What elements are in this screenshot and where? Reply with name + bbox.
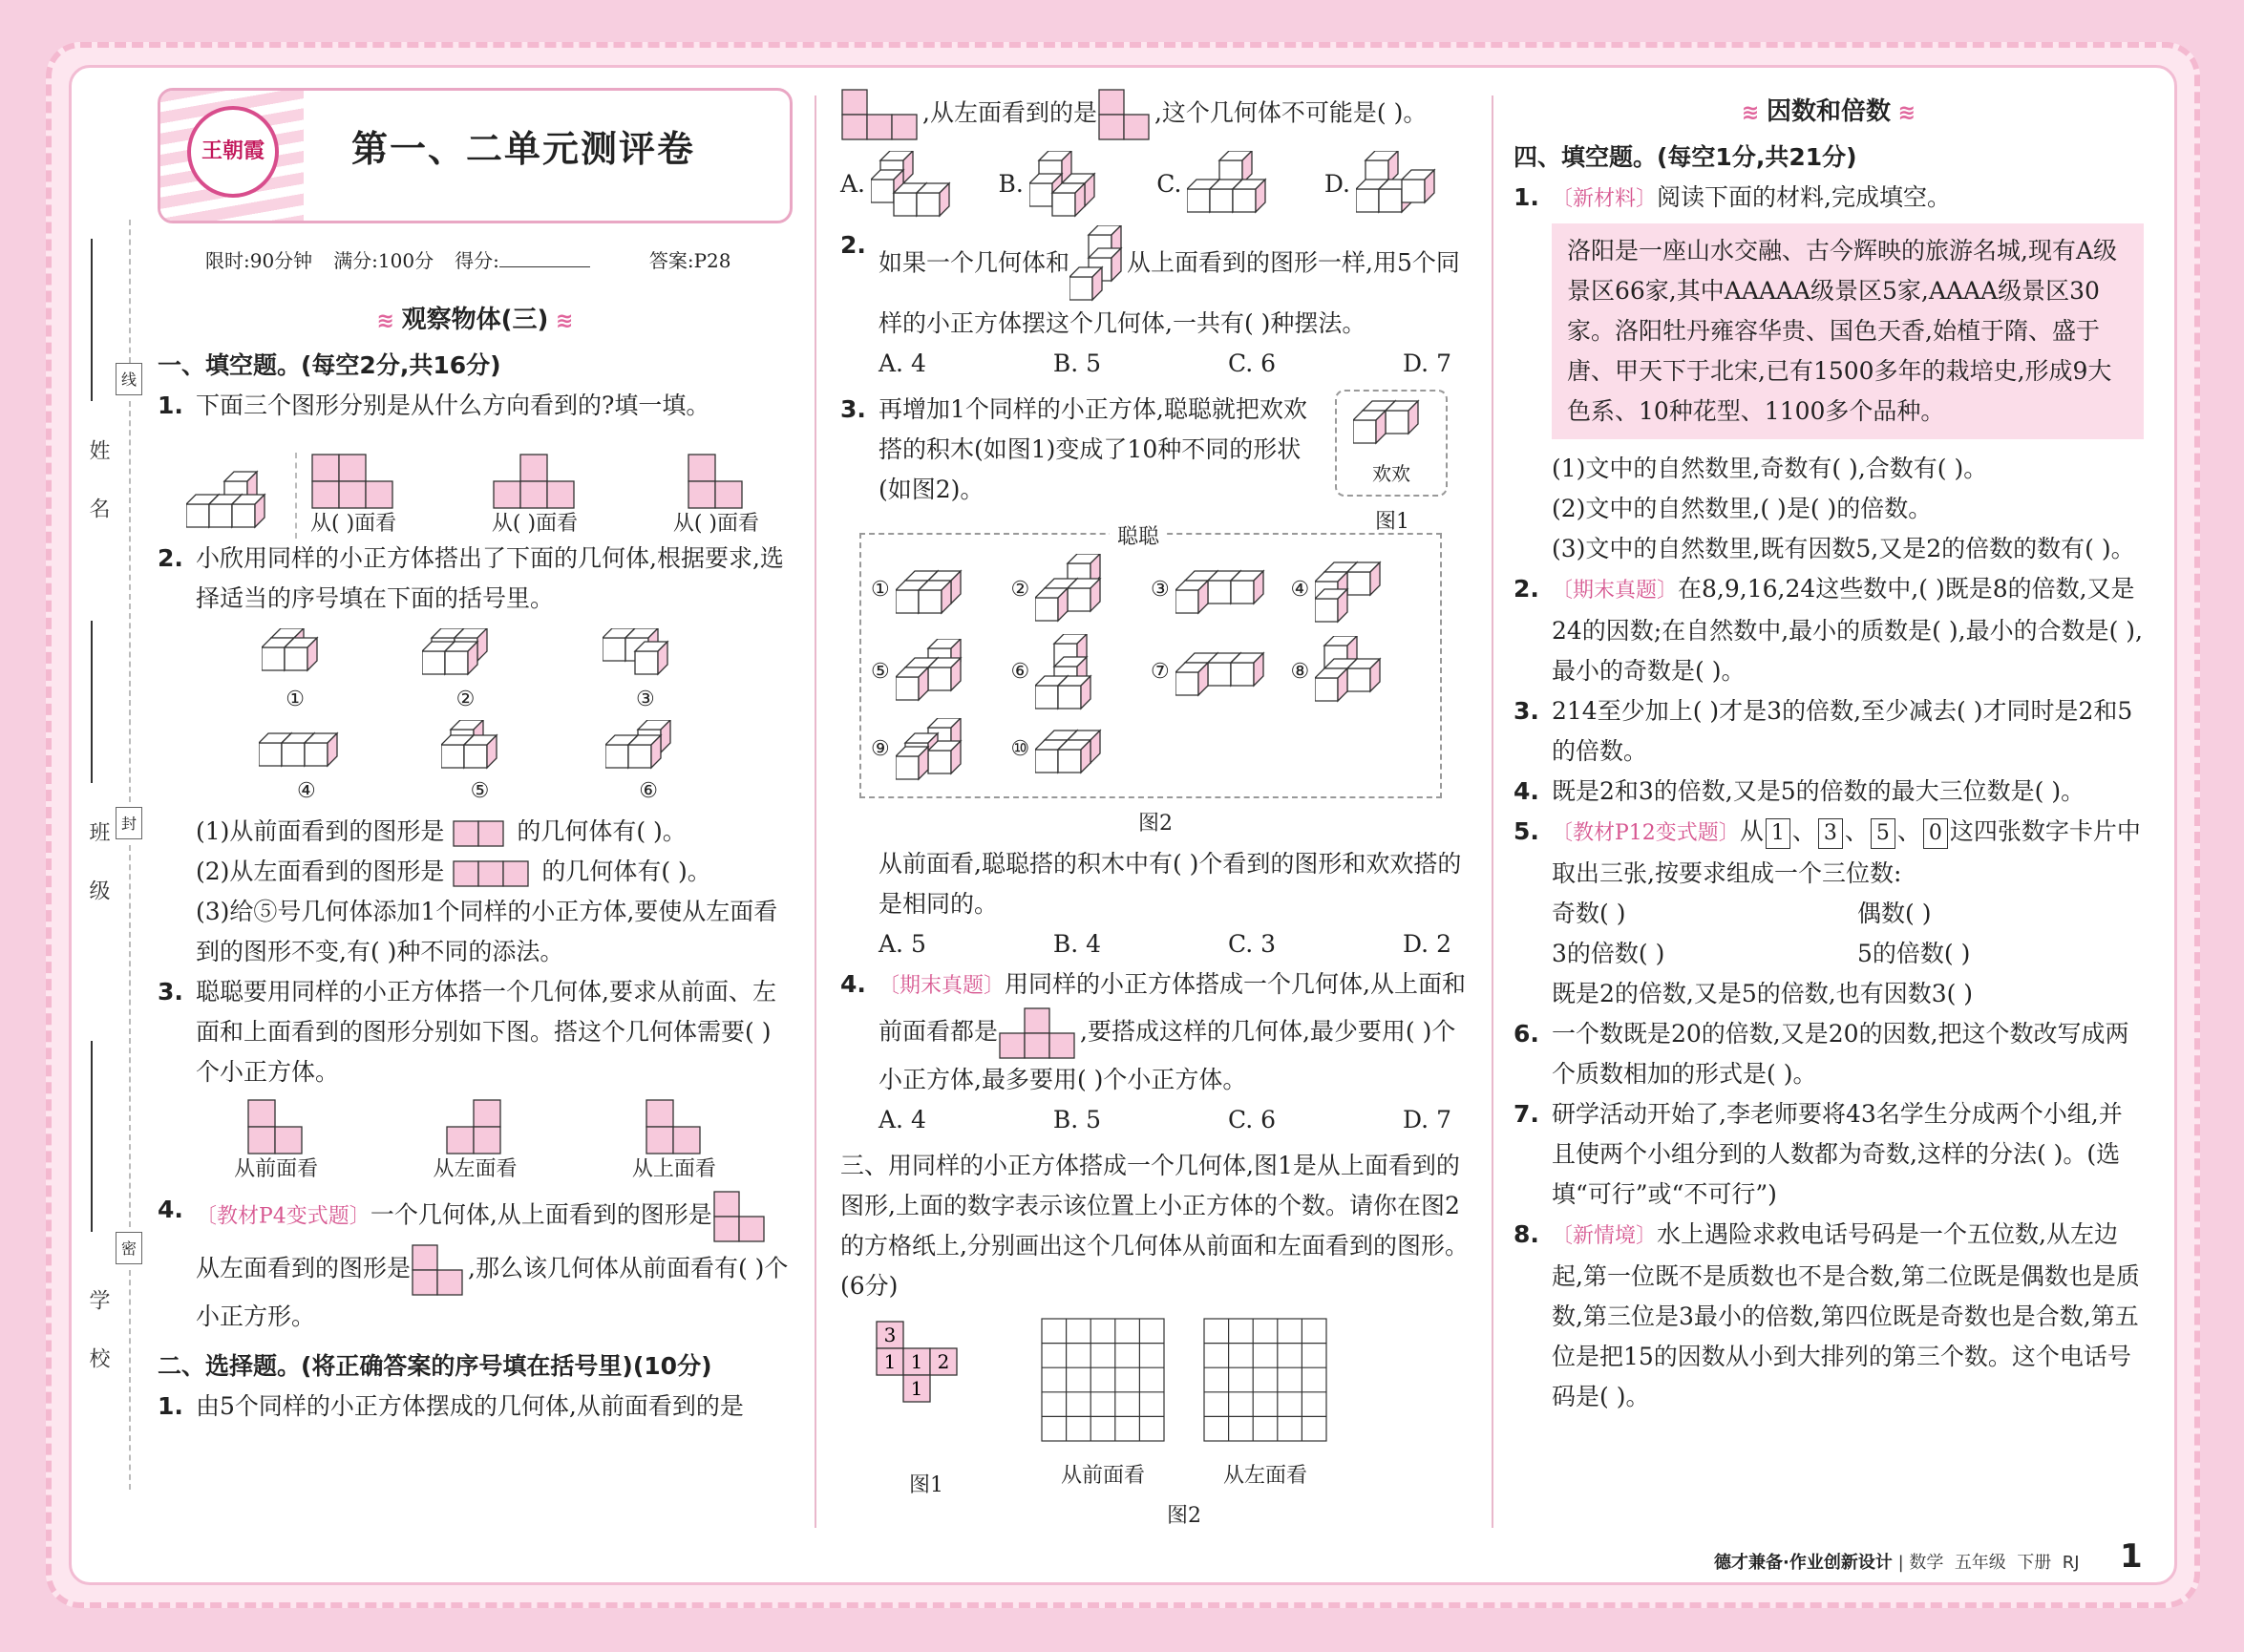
question-text: 再增加1个同样的小正方体,聪聪就把欢欢搭的积木(如图1)变成了10种不同的形状(如图2)。: [879, 395, 1307, 503]
footer-subject: 数学: [1909, 1553, 1944, 1573]
shape-1: [871, 554, 1011, 626]
question-4-1: [1514, 178, 2144, 220]
option-letter: C.: [1156, 170, 1182, 198]
score-label: 得分:: [455, 249, 499, 272]
solid-figure: [1069, 225, 1127, 304]
part-1-heading: 一、填空题。(每空2分,共16分): [158, 351, 501, 379]
column-divider: [815, 95, 816, 1528]
grid-pair: [1041, 1318, 1327, 1496]
shape-number: ⑧: [1290, 660, 1310, 684]
even-blank[interactable]: 偶数( ): [1857, 900, 1932, 927]
cut-line: [129, 1270, 131, 1490]
answer-blank[interactable]: ,那么该几何体从前面看有( )个小正方形。: [196, 1254, 789, 1330]
view-options: [310, 453, 759, 539]
solid-figure: [1029, 151, 1115, 218]
question-number: 5.: [1514, 817, 1539, 845]
option-d[interactable]: D. 7: [1403, 349, 1451, 377]
tag-feng: 封: [116, 807, 142, 839]
time-limit: 限时:90分钟: [205, 249, 313, 272]
footer-term: 下册: [2017, 1553, 2052, 1573]
view-label[interactable]: 从( )面看: [491, 512, 579, 536]
cell-value: 1: [910, 1377, 923, 1400]
question-text: 从: [1739, 817, 1764, 845]
number-card: 3: [1818, 818, 1843, 849]
section-title-observe: [158, 300, 793, 342]
solid-figure: [186, 462, 282, 539]
front-grid[interactable]: [1041, 1318, 1165, 1496]
option-a[interactable]: A. 5: [879, 930, 926, 958]
name-line[interactable]: [91, 239, 93, 401]
column-3: [1514, 88, 2144, 1417]
view-1: [310, 453, 396, 539]
question-text: 小欣用同样的小正方体搭出了下面的几何体,根据要求,选择适当的序号填在下面的括号里。: [196, 544, 784, 612]
option-letter: D.: [1323, 170, 1350, 198]
huanhuan-label: 欢欢: [1372, 462, 1410, 485]
footer-grade: 五年级: [1954, 1553, 2006, 1573]
section-title-factors: [1514, 92, 2144, 134]
question-text[interactable]: 一个数既是20的倍数,又是20的因数,把这个数改写成两个质数相加的形式是( )。: [1552, 1020, 2129, 1088]
source-tag: 〔教材P4变式题〕: [196, 1204, 370, 1229]
multiple-5-blank[interactable]: 5的倍数( ): [1857, 940, 1971, 967]
solid-figure: [1175, 644, 1281, 701]
solid-1: [262, 628, 328, 714]
question-text[interactable]: 水上遇险求救电话号码是一个五位数,从左边起,第一位既不是质数也不是合数,第二位既是偶数也是质数,第三位是3最小的倍数,第四位既是奇数也是合数,第五位是把15的因数从小到大排列的第三个数。这个电话号码是( )。: [1552, 1220, 2140, 1410]
solid-figure: [441, 720, 518, 777]
answer-blank[interactable]: 的几何体有( )。: [541, 858, 711, 885]
section-title-text: 因数和倍数: [1766, 97, 1891, 126]
congcong-label: 聪聪: [1110, 518, 1167, 558]
shape-number: ⑩: [1010, 737, 1030, 761]
solids-row-1: [158, 628, 793, 714]
question-text[interactable]: 既是2和3的倍数,又是5的倍数的最大三位数是( )。: [1552, 777, 2085, 805]
q4-5-row-2: [1514, 934, 2144, 974]
part-4-heading: 四、填空题。(每空1分,共21分): [1514, 143, 1857, 171]
view-shape: [452, 859, 534, 888]
page-number: 1: [2120, 1537, 2143, 1576]
source-tag: 〔期末真题〕: [879, 974, 1006, 998]
shape-2: [1011, 554, 1152, 626]
option-b[interactable]: B. 5: [1052, 349, 1102, 377]
question-number: 8.: [1514, 1220, 1539, 1248]
cut-line: [129, 401, 131, 802]
question-number: 4.: [1514, 777, 1539, 805]
q1-3-views: [158, 1098, 793, 1184]
question-text: 一个几何体,从上面看到的图形是: [370, 1200, 712, 1229]
cell-value: 2: [937, 1350, 950, 1373]
question-2-4: [840, 964, 1471, 1100]
question-text: 从左面看到的图形是: [196, 1254, 412, 1282]
option-c[interactable]: C. 3: [1228, 930, 1277, 958]
view-shape: [1097, 88, 1154, 141]
solid-figure: [1356, 151, 1451, 218]
top-view: [632, 1098, 716, 1184]
solid-6: [605, 720, 691, 806]
question-text[interactable]: 从上面看到的图形一样,用5个同样的小正方体摆这个几何体,一共有( )种摆法。: [879, 248, 1460, 337]
question-number: 4.: [158, 1196, 183, 1223]
view-2: [492, 453, 578, 539]
option-b[interactable]: [998, 151, 1114, 218]
answer-blank[interactable]: ,要搭成这样的几何体,最少要用( )个小正方体,最多要用( )个小正方体。: [879, 1017, 1456, 1093]
solid-figure: [1315, 557, 1401, 624]
view-shape: [998, 1006, 1080, 1060]
view-shape: [310, 453, 396, 510]
option-b[interactable]: B. 5: [1052, 1106, 1102, 1133]
q2-4-options: [840, 1100, 1471, 1140]
solid-figure: [896, 561, 982, 619]
view-shape: [840, 88, 922, 141]
question-number: 3.: [158, 978, 183, 1006]
question-number: 1.: [158, 1392, 183, 1420]
shape-number: ⑥: [1010, 660, 1030, 684]
congcong-box: [859, 525, 1442, 798]
shape-9: [871, 718, 1011, 781]
shape-number: ②: [1010, 578, 1030, 602]
option-letter: A.: [840, 170, 866, 198]
multiple-3-blank[interactable]: 3的倍数( ): [1552, 940, 1665, 967]
question-number: 2.: [840, 231, 866, 259]
solid-2: [422, 628, 508, 714]
odd-blank[interactable]: 奇数( ): [1552, 900, 1626, 927]
congcong-shapes: [871, 554, 1430, 781]
cell-value: 1: [910, 1350, 923, 1373]
solid-number: ⑥: [639, 779, 658, 803]
wave-icon: ≋: [376, 309, 402, 333]
square-grid[interactable]: [1203, 1318, 1327, 1442]
solid-number: ③: [635, 688, 655, 711]
tag-xian: 线: [116, 363, 142, 395]
option-c[interactable]: C. 6: [1228, 1106, 1277, 1133]
option-d[interactable]: D. 2: [1403, 930, 1451, 958]
question-4-3: [1514, 691, 2144, 772]
exam-meta: [205, 241, 793, 281]
q2-3-options: [840, 924, 1471, 964]
question-text: 这四张数字卡片中取出三张,按要求组成一个三位数:: [1552, 817, 2141, 887]
option-d[interactable]: D. 7: [1403, 1106, 1451, 1133]
part-3-figures: [840, 1318, 1471, 1536]
question-text[interactable]: 在8,9,16,24这些数中,( )既是8的倍数,又是24的因数;在自然数中,最小的质数是( ),最小的合数是( ),最小的奇数是( )。: [1552, 575, 2143, 685]
huanhuan-box: [1335, 390, 1448, 497]
wave-icon: ≋: [1891, 101, 1916, 125]
number-card: 5: [1871, 818, 1895, 849]
divider: [295, 453, 297, 539]
view-shape: [411, 1243, 468, 1297]
name-label: 姓 名: [86, 439, 110, 534]
solid-figure: [1187, 151, 1282, 218]
section-title-text: 观察物体(三): [401, 306, 549, 334]
solid-figure: [1035, 721, 1121, 778]
q4-1-part-2[interactable]: (2)文中的自然数里,( )是( )的倍数。: [1552, 495, 1933, 522]
number-card: 1: [1766, 818, 1790, 849]
question-1-3: [158, 972, 793, 1092]
question-text: ,从左面看到的是: [922, 98, 1097, 127]
shape-number: ③: [1151, 578, 1170, 602]
wave-icon: ≋: [548, 309, 574, 333]
figure-1-top-view: [869, 1318, 984, 1506]
class-line[interactable]: [91, 621, 93, 783]
part-3-heading: 三、用同样的小正方体搭成一个几何体,图1是从上面看到的图形,上面的数字表示该位置上小正方体的个数。请你在图2的方格纸上,分别画出这个几何体从前面和左面看到的图形。(6分): [840, 1152, 1469, 1300]
sub-question-text: (1)从前面看到的图形是: [196, 817, 445, 845]
source-tag: 〔新材料〕: [1552, 187, 1658, 211]
question-number: 7.: [1514, 1100, 1539, 1128]
shape-8: [1291, 634, 1431, 710]
front-view: [234, 1098, 318, 1184]
option-c[interactable]: [1156, 151, 1282, 218]
brand-logo: 王朝霞: [187, 106, 279, 198]
source-tag: 〔教材P12变式题〕: [1552, 821, 1740, 845]
question-4-6: [1514, 1014, 2144, 1094]
binding-sidebar: [72, 220, 158, 1499]
shape-5: [871, 634, 1011, 710]
page-title: 第一、二单元测评卷: [351, 128, 696, 170]
left-grid[interactable]: [1203, 1318, 1327, 1496]
question-text: 下面三个图形分别是从什么方向看到的?填一填。: [196, 392, 710, 419]
shape-number: ④: [1290, 578, 1310, 602]
part-2-heading: 二、选择题。(将正确答案的序号填在括号里)(10分): [158, 1352, 712, 1380]
question-2-3: [840, 390, 1471, 534]
view-shape: [712, 1190, 770, 1243]
question-number: 3.: [840, 395, 866, 423]
option-b[interactable]: B. 4: [1052, 930, 1102, 958]
school-line[interactable]: [91, 1041, 93, 1232]
question-number: 2.: [158, 544, 183, 572]
cell-value: 1: [883, 1350, 897, 1373]
question-4-4: [1514, 772, 2144, 812]
cut-line: [129, 845, 131, 1227]
option-d[interactable]: [1324, 151, 1451, 218]
solid-figure: [603, 628, 688, 686]
column-2: [840, 88, 1471, 1536]
q2-2-options: [840, 344, 1471, 384]
option-letter: B.: [998, 170, 1024, 198]
column-1: [158, 88, 793, 1427]
solid-number: ⑤: [470, 779, 490, 803]
answer-blank[interactable]: 的几何体有( )。: [517, 817, 687, 845]
grid-label: 从前面看: [1060, 1464, 1145, 1488]
q4-1-part-1[interactable]: (1)文中的自然数里,奇数有( ),合数有( )。: [1552, 455, 1988, 482]
shape-number: ①: [871, 578, 890, 602]
cut-line: [129, 220, 131, 363]
solid-figure: [896, 639, 982, 706]
question-2-1-cont: [840, 88, 1471, 141]
solid-number: ①: [286, 688, 306, 711]
question-4-5: 5. 〔教材P12变式题〕从 1 、 3 、 5 、 0 这四张数字卡片中取出三张,按要求组成一个三位数:: [1514, 812, 2144, 894]
solids-row-2: [158, 720, 793, 806]
solid-3: [603, 628, 688, 714]
option-c[interactable]: C. 6: [1228, 349, 1277, 377]
sub-question-text: (2)从左面看到的图形是: [196, 858, 445, 885]
score-blank[interactable]: [499, 266, 590, 267]
view-3: [673, 453, 759, 539]
figure-2-caption: 图2: [1138, 812, 1173, 836]
solid-4: [259, 720, 354, 806]
shape-number: ⑨: [871, 737, 890, 761]
question-text[interactable]: 聪聪要用同样的小正方体搭一个几何体,要求从前面、左面和上面看到的图形分别如下图。搭这个几何体需要( )个小正方体。: [196, 978, 776, 1086]
question-1-4: [158, 1190, 793, 1243]
view-shape: [246, 1098, 306, 1155]
option-a[interactable]: [840, 151, 957, 218]
solid-figure: [259, 720, 354, 777]
question-number: 1.: [158, 392, 183, 419]
view-label[interactable]: 从( )面看: [310, 512, 397, 536]
square-grid[interactable]: [1041, 1318, 1165, 1442]
question-2-3-text: [840, 390, 1308, 510]
shape-10: [1011, 718, 1152, 781]
figure-1-caption: 图1: [909, 1473, 943, 1497]
solid-figure: [1035, 554, 1121, 626]
full-score: 满分:100分: [333, 249, 434, 272]
title-box: [158, 88, 793, 223]
top-view-grid: [869, 1318, 984, 1423]
figure-1-caption: 图1: [1375, 510, 1409, 534]
solid-figure: [1353, 392, 1429, 449]
solid-5: [441, 720, 518, 806]
view-shape: [687, 453, 746, 510]
shape-7: [1151, 634, 1291, 710]
shape-6: [1011, 634, 1152, 710]
footer-version: RJ: [2062, 1553, 2080, 1573]
answer-ref: 答案:P28: [648, 249, 731, 272]
source-tag: 〔新情境〕: [1552, 1224, 1658, 1248]
question-text: 由5个同样的小正方体摆成的几何体,从前面看到的是: [196, 1392, 744, 1420]
class-label: 班 级: [86, 821, 110, 916]
view-shape: [452, 819, 509, 848]
q1-2-part-a: [158, 812, 793, 852]
question-4-8: [1514, 1215, 2144, 1417]
question-2-2: [840, 225, 1471, 344]
footer: 德才兼备·作业创新设计 | 数学 五年级 下册 RJ: [1714, 1553, 2080, 1573]
shape-number: ⑤: [871, 660, 890, 684]
column-divider: [1492, 95, 1493, 1528]
q4-1-part-3[interactable]: (3)文中的自然数里,既有因数5,又是2的倍数的数有( )。: [1552, 535, 2135, 562]
reading-material: 洛阳是一座山水交融、古今辉映的旅游名城,现有A级景区66家,其中AAAAA级景区5家,AAAA级景区30家。洛阳牡丹雍容华贵、国色天香,始植于隋、盛于唐、甲天下于北宋,已有1500多年的栽培史,形成9大色系、10种花型、1100多个品种。: [1552, 223, 2144, 439]
solid-figure: [1175, 561, 1281, 619]
view-label: 从左面看: [433, 1157, 518, 1181]
score-field[interactable]: [455, 241, 590, 281]
question-text[interactable]: 214至少加上( )才是3的倍数,至少减去( )才同时是2和5的倍数。: [1552, 697, 2133, 765]
solid-figure: [262, 628, 328, 686]
solid-figure: [605, 720, 691, 777]
view-label[interactable]: 从( )面看: [672, 512, 759, 536]
solid-figure: [1315, 636, 1391, 709]
solid-figure: [896, 718, 972, 781]
shape-number: ⑦: [1151, 660, 1170, 684]
solid-figure: [1035, 634, 1121, 710]
footer-brand: 德才兼备·作业创新设计: [1714, 1553, 1893, 1573]
cell-value: 3: [883, 1324, 897, 1346]
answer-blank[interactable]: ,这个几何体不可能是( )。: [1154, 98, 1428, 127]
option-a[interactable]: A. 4: [879, 349, 926, 377]
tag-mi: 密: [116, 1232, 142, 1264]
solid-number: ②: [455, 688, 476, 711]
question-1-1: [158, 386, 793, 426]
number-card: 0: [1923, 818, 1948, 849]
solid-figure: [871, 151, 957, 218]
option-a[interactable]: A. 4: [879, 1106, 926, 1133]
left-view: [433, 1098, 517, 1184]
question-2-3-b[interactable]: 从前面看,聪聪搭的积木中有( )个看到的图形和欢欢搭的是相同的。: [879, 850, 1462, 918]
view-shape: [445, 1098, 504, 1155]
question-number: 6.: [1514, 1020, 1539, 1048]
figure-2-caption: 图2: [1167, 1504, 1201, 1528]
question-text: 如果一个几何体和: [879, 248, 1070, 277]
question-text: 用同样的小正方体搭成一个几何体,从上面和前面看都是: [879, 970, 1466, 1046]
source-tag: 〔期末真题〕: [1552, 579, 1679, 603]
question-2-1: [158, 1387, 793, 1427]
figure-2-grids: [1041, 1318, 1327, 1536]
question-text: 阅读下面的材料,完成填空。: [1657, 183, 1951, 211]
question-1-2: [158, 539, 793, 619]
view-shape: [645, 1098, 704, 1155]
question-text[interactable]: 研学活动开始了,李老师要将43名学生分成两个小组,并且使两个小组分到的人数都为奇数,这样的分法( )。(选填“可行”或“不可行”): [1552, 1100, 2123, 1208]
solid-figure: [422, 628, 508, 686]
view-shape: [492, 453, 578, 510]
shape-3: [1151, 554, 1291, 626]
q4-5-row-3[interactable]: 既是2的倍数,又是5的倍数,也有因数3( ): [1552, 980, 1974, 1007]
solid-number: ④: [296, 779, 316, 803]
q4-5-row-1: [1514, 894, 2144, 934]
question-number: 3.: [1514, 697, 1539, 725]
grid-label: 从左面看: [1222, 1464, 1307, 1488]
q1-2-part-c[interactable]: (3)给⑤号几何体添加1个同样的小正方体,要使从左面看到的图形不变,有( )种不同的添法。: [196, 898, 778, 965]
q2-1-options: [840, 151, 1471, 218]
question-1-4-cont: [158, 1243, 793, 1337]
question-4-7: [1514, 1094, 2144, 1215]
question-number: 4.: [840, 970, 866, 998]
question-number: 1.: [1514, 183, 1539, 211]
view-label: 从前面看: [234, 1157, 319, 1181]
shape-4: [1291, 554, 1431, 626]
question-4-2: [1514, 569, 2144, 691]
view-label: 从上面看: [631, 1157, 716, 1181]
wave-icon: ≋: [1741, 101, 1767, 125]
school-label: 学 校: [86, 1289, 110, 1384]
question-number: 2.: [1514, 575, 1539, 603]
q1-2-part-b: [158, 852, 793, 892]
q1-1-figures: [186, 434, 793, 539]
